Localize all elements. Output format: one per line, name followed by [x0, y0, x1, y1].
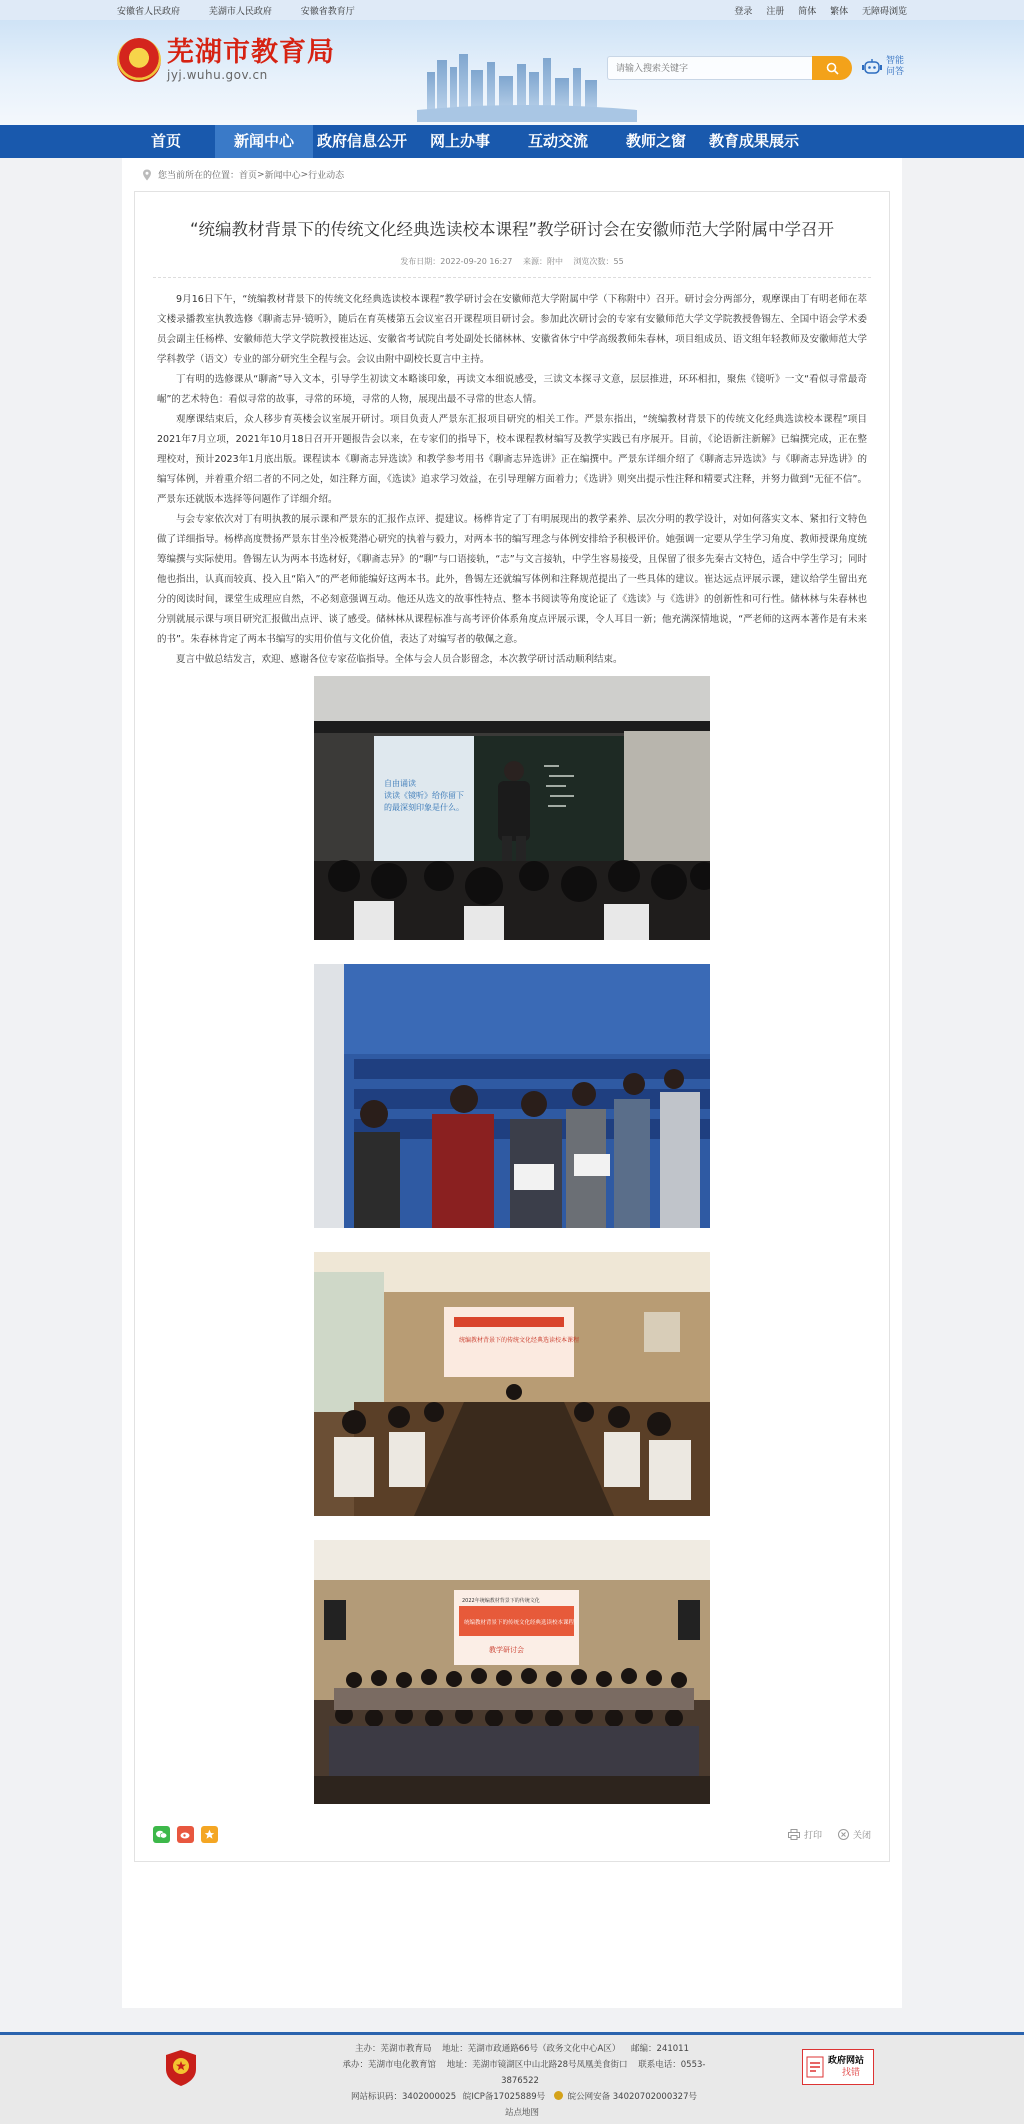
footer-site-code: 网站标识码：3402000025 — [351, 2092, 457, 2102]
traditional-link[interactable]: 繁体 — [830, 6, 849, 17]
footer-info — [322, 2041, 722, 2121]
footer-sitemap-link[interactable]: 站点地图 — [504, 2108, 539, 2118]
article-views: 浏览次数：55 — [573, 257, 624, 266]
search-button[interactable] — [812, 56, 852, 80]
top-links — [117, 4, 381, 17]
breadcrumb-home[interactable]: 首页 — [239, 171, 258, 181]
nav-home[interactable]: 首页 — [150, 132, 181, 150]
error-report-label-2: 找错 — [842, 2068, 861, 2078]
footer-undertaker: 承办：芜湖市电化教育馆 — [342, 2060, 437, 2070]
article-tools — [772, 1828, 871, 1841]
national-emblem-icon — [117, 38, 161, 82]
article-date: 发布日期：2022-09-20 16:27 — [400, 257, 513, 266]
share-wechat-button[interactable] — [153, 1826, 170, 1843]
register-link[interactable]: 注册 — [766, 6, 785, 17]
nav-achievements[interactable]: 教育成果展示 — [708, 132, 799, 150]
audience-seated-photo — [314, 964, 710, 1228]
main-nav — [0, 125, 1024, 158]
favorite-button[interactable] — [201, 1826, 218, 1843]
slide-line-2: 读读《镜听》给你留下 — [384, 791, 464, 800]
article-title: “统编教材背景下的传统文化经典选读校本课程”教学研讨会在安徽师范大学附属中学召开 — [189, 220, 835, 239]
article-paragraph: 夏言中做总结发言，欢迎、感谢各位专家莅临指导。全体与会人员合影留念，本次教学研讨活动顺利结束。 — [176, 654, 623, 665]
article-paragraph: 9月16日下午，“统编教材背景下的传统文化经典选读校本课程”教学研讨会在安徽师范大学附属中学（下称附中）召开。研讨会分两部分，观摩课由丁有明老师在萃文楼录播教室执教选修《聊斋志异·镜听》，随后在育英楼第五会议室召开课程项目研讨会。参加此次研讨会的专家有安徽师范大学文学院教授鲁锡左、全国中语会学术委员会副主任杨桦、安徽师范大学文学院教授崔达远、安徽省考试院自考处副处长储林林、安徽省休宁中学高级教师朱春林，项目组成员、语文组年轻教师及安徽师范大学学科教学（语文）专业的部分研究生全程与会。会议由附中副校长夏言中主持。 — [157, 294, 867, 365]
classroom-lecture-photo — [314, 676, 710, 940]
close-icon — [838, 1829, 849, 1840]
nav-teachers[interactable]: 教师之窗 — [625, 132, 686, 150]
group-banner-top: 2022年统编教材背景下的传统文化 — [462, 1598, 540, 1604]
meeting-room-photo — [314, 1252, 710, 1516]
wechat-icon — [156, 1830, 167, 1839]
article-body — [149, 290, 875, 1804]
print-button[interactable] — [788, 1828, 822, 1841]
meeting-screen-banner: 统编教材背景下的传统文化经典选读校本课程 — [459, 1337, 580, 1344]
nav-online-services[interactable]: 网上办事 — [429, 132, 490, 150]
police-badge-icon — [554, 2091, 563, 2100]
footer-phone: 联系电话：0553-3876522 — [501, 2060, 706, 2086]
footer-address: 地址：芜湖市政通路66号（政务文化中心A区） — [442, 2044, 621, 2054]
smart-qa-button[interactable] — [862, 56, 904, 78]
top-actions — [723, 4, 907, 17]
weibo-icon — [180, 1830, 191, 1839]
site-footer — [0, 2032, 1024, 2124]
smart-qa-label-1: 智能 — [886, 56, 905, 66]
robot-icon — [862, 58, 882, 76]
footer-address-2: 地址：芜湖市镜湖区中山北路28号凤凰美食街口 — [446, 2060, 628, 2070]
error-report-icon — [806, 2056, 824, 2078]
star-icon — [204, 1829, 215, 1840]
search-icon — [826, 62, 839, 75]
content-container — [122, 158, 902, 2008]
breadcrumb-separator: > — [300, 169, 309, 180]
article-paragraph: 丁有明的选修课从“聊斋”导入文本，引导学生初读文本略谈印象，再读文本细说感受，三读文本探寻文意，层层推进，环环相扣，聚焦《镜听》一文“看似寻常最奇崛”的艺术特色：看似寻常的故事，寻常的环境，寻常的人物，展现出最不寻常的世态人情。 — [157, 374, 867, 405]
article-meta — [153, 256, 871, 278]
nav-interaction[interactable]: 互动交流 — [527, 132, 588, 150]
breadcrumb — [134, 168, 890, 191]
city-skyline-image — [417, 42, 637, 122]
group-banner-mid: 统编教材背景下的传统文化经典选读校本课程 — [464, 1620, 575, 1626]
article-paragraph: 观摩课结束后，众人移步育英楼会议室展开研讨。项目负责人严景东汇报项目研究的相关工作。严景东指出，“统编教材背景下的传统文化经典选读校本课程”项目2021年7月立项，2021年10月18日召开开题报告会以来，在专家们的指导下，校本课程教材编写及教学实践已有序展开。目前，《论语新注新解》已编撰完成，正在整理校对，预计2023年1月底出版。课程读本《聊斋志异选读》和教学参考用书《聊斋志异选讲》正在编撰中。严景东详细介绍了《聊斋志异选读》与《聊斋志异选讲》的编写体例，并着重介绍二者的不同之处，如注释方面，《选读》追求学习效益，在引导理解方面着力；《选讲》则突出提示性注释和精要式注释，并努力做到“无征不信”。严景东还就版本选择等问题作了详细介绍。 — [157, 414, 867, 505]
footer-zip: 邮编：241011 — [631, 2044, 689, 2054]
article-footer — [149, 1822, 875, 1843]
slide-line-1: 自由诵读 — [384, 779, 416, 788]
error-report-label-1: 政府网站 — [828, 2056, 865, 2066]
accessibility-link[interactable]: 无障碍浏览 — [861, 6, 907, 17]
slide-line-3: 的最深刻印象是什么。 — [384, 803, 464, 812]
close-label: 关闭 — [852, 1831, 871, 1841]
footer-host: 主办：芜湖市教育局 — [354, 2044, 432, 2054]
article-source: 来源：附中 — [522, 257, 563, 266]
top-bar — [0, 0, 1024, 20]
breadcrumb-industry-news[interactable]: 行业动态 — [308, 171, 345, 181]
site-logo[interactable] — [117, 38, 335, 82]
location-pin-icon — [142, 169, 152, 181]
site-title: 芜湖市教育局 — [167, 37, 335, 68]
share-buttons — [153, 1826, 225, 1843]
site-search — [607, 56, 852, 80]
site-header — [0, 20, 1024, 125]
gov-site-error-report-button[interactable] — [802, 2049, 874, 2085]
nav-gov-info[interactable]: 政府信息公开 — [316, 132, 407, 150]
article-paragraph: 与会专家依次对丁有明执教的展示课和严景东的汇报作点评、提建议。杨桦肯定了丁有明展现出的教学素养、层次分明的教学设计，对如何落实文本、紧扣行文特色做了详细指导。杨桦高度赞扬严景东甘坐冷板凳潜心研究的执着与毅力，对两本书的编写理念与体例安排给予积极评价。她强调一定要从学生学习角度、教师授课角度统筹编撰与实际使用。鲁锡左认为两本书选材好，《聊斋志异》的“聊”与口语接轨，“志”与文言接轨，中学生容易接受，且保留了很多先秦古文特色，适合中学生学习；同时他也指出，认真而较真、投入且“陷入”的严老师能编好这两本书。此外，鲁锡左还就编写体例和注释规范提出了一些具体的建议。崔达远点评展示课，建议给学生留出充分的阅读时间，课堂生成理应自然，不必刻意强调互动。他还从选文的故事性特点、整本书阅读等角度论证了《选读》与《选讲》的创新性和可行性。储林林与朱春林也分别就展示课与项目研究汇报做出点评、谈了感受。储林林从课程标准与高考评价体系角度点评展示课，令人耳目一新；他充满深情地说，“严老师的这两本著作是有未来的书”。朱春林肯定了两本书编写的实用价值与文化价值，表达了对编写者的敬佩之意。 — [157, 514, 867, 645]
footer-icp-link[interactable]: 皖ICP备17025889号 — [462, 2092, 546, 2102]
close-button[interactable] — [838, 1828, 871, 1841]
breadcrumb-news-center[interactable]: 新闻中心 — [264, 171, 301, 181]
site-domain: jyj.wuhu.gov.cn — [167, 68, 268, 82]
breadcrumb-prefix: 您当前所在的位置： — [158, 171, 240, 181]
group-banner-bottom: 教学研讨会 — [489, 1646, 524, 1654]
print-label: 打印 — [803, 1831, 822, 1841]
top-link-city[interactable]: 芜湖市人民政府 — [208, 6, 272, 17]
search-input[interactable] — [607, 56, 812, 80]
top-link-edu-dept[interactable]: 安徽省教育厅 — [300, 6, 355, 17]
printer-icon — [788, 1829, 800, 1840]
login-link[interactable]: 登录 — [734, 6, 753, 17]
simplified-link[interactable]: 简体 — [798, 6, 817, 17]
nav-news-center[interactable]: 新闻中心 — [215, 125, 313, 158]
party-government-badge-icon — [164, 2049, 198, 2087]
smart-qa-label-2: 问答 — [886, 67, 905, 77]
share-weibo-button[interactable] — [177, 1826, 194, 1843]
article — [134, 191, 890, 1862]
top-link-province[interactable]: 安徽省人民政府 — [117, 6, 181, 17]
breadcrumb-separator: > — [257, 169, 265, 180]
footer-police-link[interactable]: 皖公网安备 34020702000327号 — [567, 2092, 697, 2102]
group-photo — [314, 1540, 710, 1804]
